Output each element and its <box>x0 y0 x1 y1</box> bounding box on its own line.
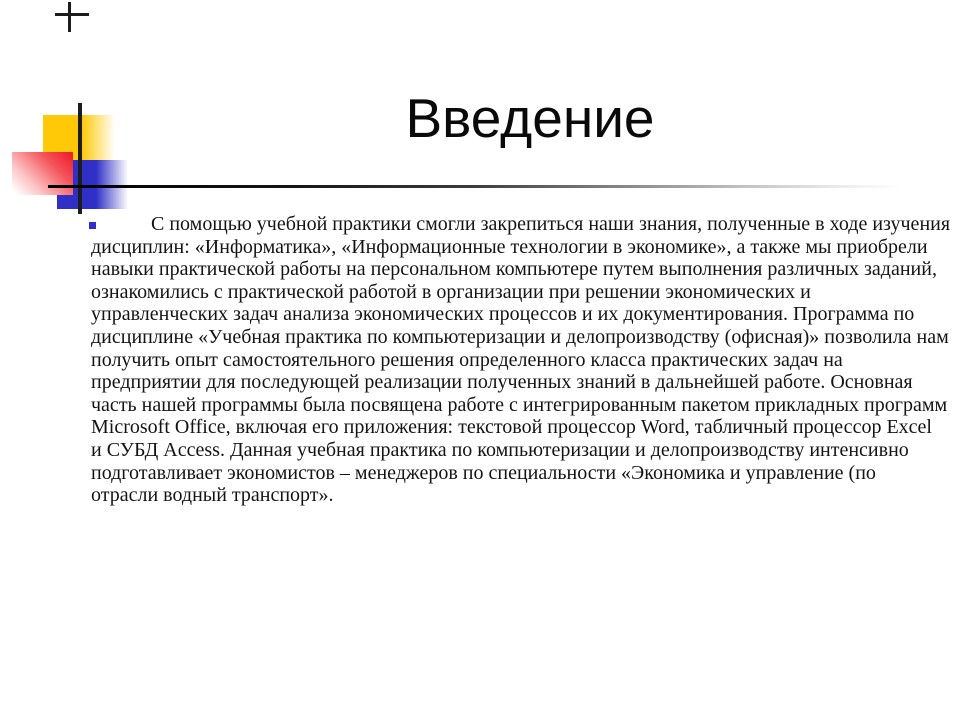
body-text-line: часть нашей программы была посвящена работе с интегрированным пакетом прикладных программ <box>91 393 948 416</box>
body-text <box>91 213 951 507</box>
body-text-line: и СУБД Access. Данная учебная практика по компьютеризации и делопроизводству интенсивно <box>91 438 909 461</box>
body-text-line: Microsoft Office, включая его приложения: текстовой процессор Word, табличный процессор Excel <box>91 416 932 439</box>
small-cross-horizontal-icon <box>55 13 89 16</box>
body-text-line: отрасли водный транспорт». <box>91 484 334 507</box>
body-text-line: навыки практической работы на персональном компьютере путем выполнения различных заданий, <box>91 258 937 281</box>
body-text-line: получить опыт самостоятельного решения определенного класса практических задач на <box>91 348 843 371</box>
body-text-line: ознакомились с практической работой в организации при решении экономических и <box>91 280 811 303</box>
title-divider-line <box>48 185 902 188</box>
small-cross-vertical-icon <box>68 2 71 32</box>
body-text-line: подготавливает экономистов – менеджеров по специальности «Экономика и управление (по <box>91 461 876 484</box>
red-square-decoration <box>12 152 73 195</box>
crosshair-vertical-line <box>78 103 82 214</box>
body-text-line: С помощью учебной практики смогли закрепиться наши знания, полученные в ходе изучения <box>151 213 951 235</box>
body-text-line: управленческих задач анализа экономических процессов и их документирования. Программа по <box>91 303 915 326</box>
body-text-line: дисциплине «Учебная практика по компьютеризации и делопроизводству (офисная)» позволила нам <box>91 325 949 348</box>
body-text-line: предприятии для последующей реализации полученных знаний в дальнейшей работе. Основная <box>91 371 913 394</box>
slide-title: Введение <box>405 87 655 149</box>
body-text-line: дисциплин: «Информатика», «Информационные технологии в экономике», а также мы приобрели <box>91 235 928 258</box>
